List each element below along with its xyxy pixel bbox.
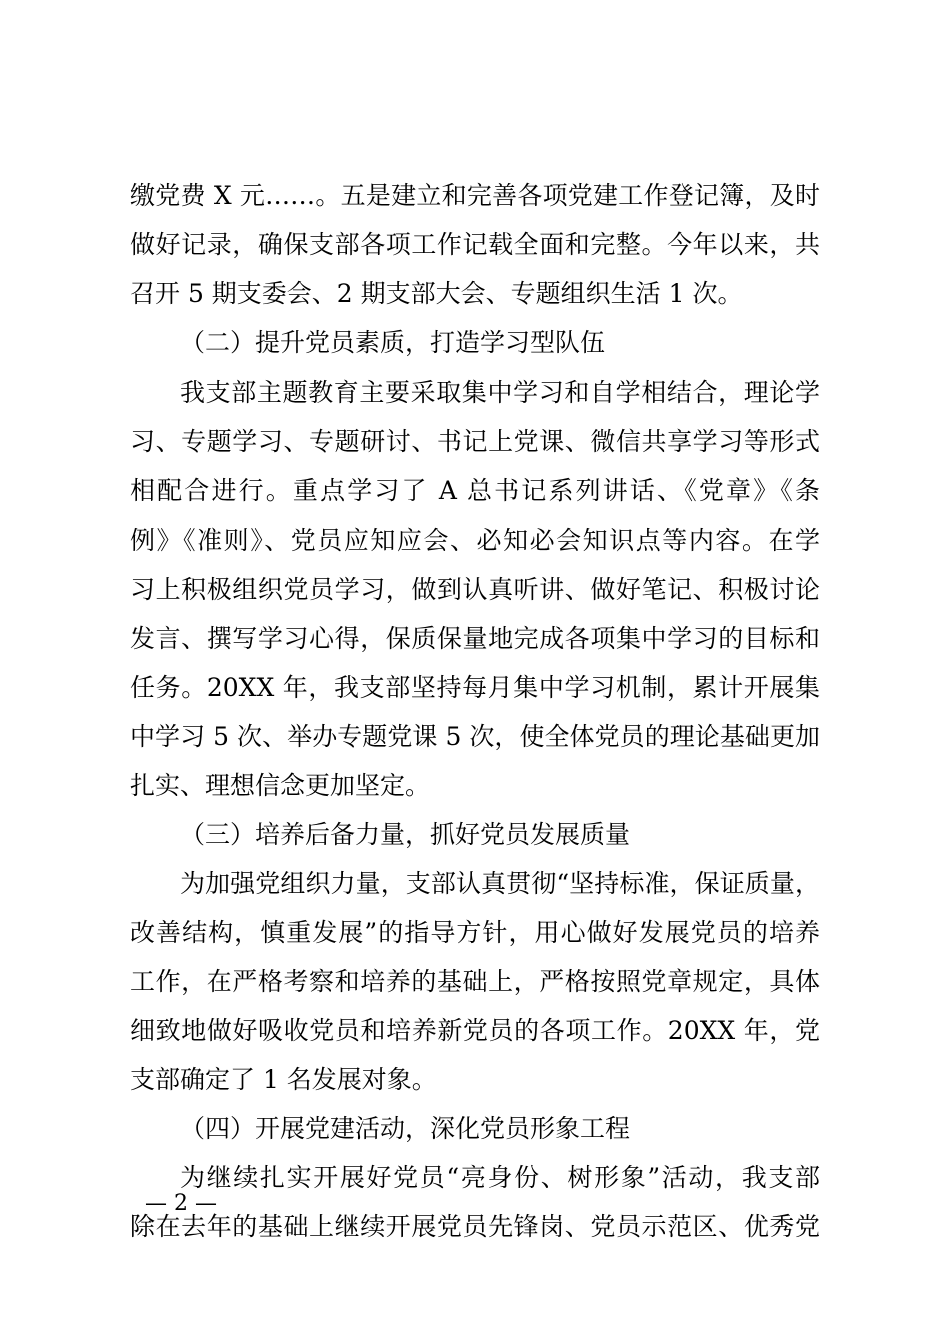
paragraph-2-line-6: 发言、撰写学习心得，保质保量地完成各项集中学习的目标和 xyxy=(130,624,820,653)
paragraph-2-line-3: 相配合进行。重点学习了 A 总书记系列讲话、《党章》《条 xyxy=(130,476,820,505)
paragraph-2-line-1: 我支部主题教育主要采取集中学习和自学相结合，理论学 xyxy=(180,378,820,407)
paragraph-2-line-5: 习上积极组织党员学习，做到认真听讲、做好笔记、积极讨论 xyxy=(130,575,820,604)
paragraph-2-line-7: 任务。20XX 年，我支部坚持每月集中学习机制，累计开展集 xyxy=(130,673,820,702)
section-heading-4: （四）开展党建活动，深化党员形象工程 xyxy=(180,1114,631,1143)
paragraph-3-line-5: 支部确定了 1 名发展对象。 xyxy=(130,1065,437,1094)
paragraph-3-line-3: 工作，在严格考察和培养的基础上，严格按照党章规定，具体 xyxy=(130,967,820,996)
paragraph-3-line-4: 细致地做好吸收党员和培养新党员的各项工作。20XX 年，党 xyxy=(130,1016,820,1045)
paragraph-2-line-9: 扎实、理想信念更加坚定。 xyxy=(130,771,431,800)
body-line-2: 做好记录，确保支部各项工作记载全面和完整。今年以来，共 xyxy=(130,230,820,259)
paragraph-3-line-1: 为加强党组织力量，支部认真贯彻“坚持标准，保证质量， xyxy=(180,869,820,898)
body-line-3: 召开 5 期支委会、2 期支部大会、专题组织生活 1 次。 xyxy=(130,279,743,308)
section-heading-3: （三）培养后备力量，抓好党员发展质量 xyxy=(180,820,631,849)
paragraph-2-line-8: 中学习 5 次、举办专题党课 5 次，使全体党员的理论基础更加 xyxy=(130,722,820,751)
paragraph-3-line-2: 改善结构，慎重发展”的指导方针，用心做好发展党员的培养 xyxy=(130,918,820,947)
paragraph-2-line-2: 习、专题学习、专题研讨、书记上党课、微信共享学习等形式 xyxy=(130,427,820,456)
section-heading-2: （二）提升党员素质，打造学习型队伍 xyxy=(180,328,606,357)
paragraph-4-line-2: 除在去年的基础上继续开展党员先锋岗、党员示范区、优秀党 xyxy=(130,1212,820,1241)
body-line-1: 缴党费 X 元……。五是建立和完善各项党建工作登记簿，及时 xyxy=(130,181,820,210)
paragraph-2-line-4: 例》《准则》、党员应知应会、必知必会知识点等内容。在学 xyxy=(130,526,820,555)
paragraph-4-line-1: 为继续扎实开展好党员“亮身份、树形象”活动，我支部 xyxy=(180,1163,820,1192)
page-number: — 2 — xyxy=(145,1191,217,1216)
